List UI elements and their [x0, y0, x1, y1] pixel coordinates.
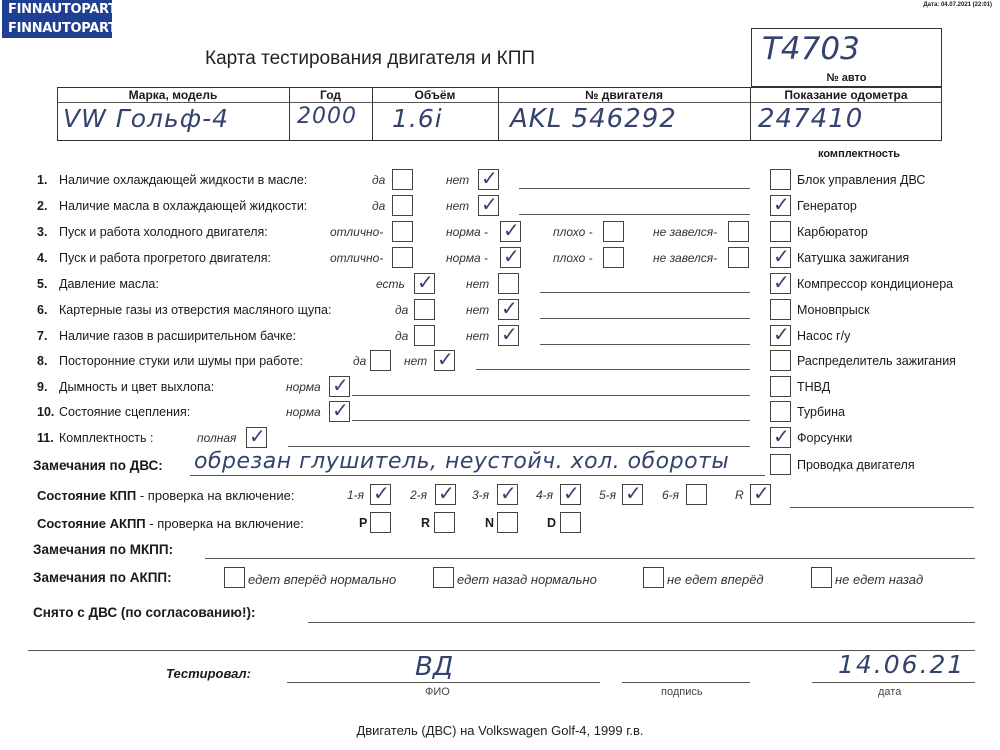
item-7-opt-0-label: да — [395, 329, 409, 343]
komplekt-checkbox-9[interactable] — [770, 401, 791, 422]
komplekt-title: комплектность — [818, 148, 901, 160]
item-4-opt-2-label: плохо - — [553, 251, 593, 265]
item-num-9: 9. — [37, 380, 48, 394]
komplekt-label-0: Блок управления ДВС — [797, 173, 926, 187]
remarks-dvs-value: обрезан глушитель, неустойч. хол. обороты — [194, 449, 730, 474]
remarks-mkpp-label: Замечания по МКПП: — [33, 542, 174, 557]
item-num-8: 8. — [37, 354, 48, 368]
item-num-5: 5. — [37, 277, 48, 291]
print-date: Дата: 04.07.2021 (22:01) — [923, 2, 992, 8]
item-num-2: 2. — [37, 199, 48, 213]
akpp-gear-checkbox-0[interactable] — [370, 512, 391, 533]
akpp-label: Состояние АКПП — [37, 516, 146, 531]
item-11-opt-0-label: полная — [197, 431, 237, 445]
item-3-opt-2-label: плохо - — [553, 225, 593, 239]
komplekt-checkbox-0[interactable] — [770, 169, 791, 190]
item-1-opt-0-checkbox[interactable] — [392, 169, 413, 190]
item-label-5: Давление масла: — [59, 277, 159, 291]
akpp-row — [37, 516, 304, 531]
auto-number-label: № авто — [826, 72, 867, 84]
item-num-6: 6. — [37, 303, 48, 317]
kpp-gear-checkbox-5[interactable] — [686, 484, 707, 505]
kpp-gear-checkbox-1[interactable] — [435, 481, 456, 505]
item-3-opt-3-checkbox[interactable] — [728, 221, 749, 242]
item-3-opt-1-checkbox[interactable] — [500, 218, 521, 242]
auto-number-box — [751, 28, 942, 87]
item-4-opt-3-checkbox[interactable] — [728, 247, 749, 268]
kpp-gear-checkbox-4[interactable] — [622, 481, 643, 505]
item-8-opt-0-checkbox[interactable] — [370, 350, 391, 371]
kpp-row — [37, 488, 294, 503]
item-6-opt-1-label: нет — [466, 303, 490, 317]
komplekt-label-3: Катушка зажигания — [797, 251, 910, 265]
check-mark-icon: ✓ — [437, 347, 454, 371]
header-value-2: 1.6i — [392, 104, 443, 133]
kpp-gear-checkbox-3[interactable] — [560, 481, 581, 505]
komplekt-label-9: Турбина — [797, 405, 845, 419]
check-mark-icon: ✓ — [373, 481, 390, 505]
item-6-opt-0-label: да — [395, 303, 409, 317]
date-value: 14.06.21 — [838, 650, 966, 679]
remarks-dvs-label: Замечания по ДВС: — [33, 458, 163, 473]
fio-value: ВД — [415, 652, 454, 682]
item-label-8: Посторонние стуки или шумы при работе: — [59, 354, 303, 368]
brand-line-2: FINNAUTOPARTS — [8, 21, 126, 36]
auto-number-value: Т4703 — [762, 31, 860, 67]
komplekt-label-4: Компрессор кондиционера — [797, 277, 954, 291]
header-col-4: Показание одометра — [784, 88, 908, 102]
akpp-suffix: - проверка на включение: — [145, 516, 304, 531]
item-8-opt-0-label: да — [353, 354, 367, 368]
item-num-10: 10. — [37, 405, 55, 419]
komplekt-label-5: Моновпрыск — [797, 303, 870, 317]
item-10-opt-0-checkbox[interactable] — [329, 398, 350, 422]
item-num-1: 1. — [37, 173, 48, 187]
header-col-1: Год — [320, 88, 341, 102]
item-4-opt-2-checkbox[interactable] — [603, 247, 624, 268]
komplekt-checkbox-6[interactable] — [770, 322, 791, 346]
item-1-opt-1-checkbox[interactable] — [478, 166, 499, 190]
caption: Двигатель (ДВС) на Volkswagen Golf-4, 1999 г.в. — [356, 723, 644, 738]
item-4-opt-1-checkbox[interactable] — [500, 244, 521, 268]
header-col-0: Марка, модель — [128, 88, 218, 102]
date-label: дата — [878, 686, 902, 698]
header-col-3: № двигателя — [585, 88, 663, 102]
komplekt-label-10: Форсунки — [797, 431, 853, 445]
komplekt-checkbox-5[interactable] — [770, 299, 791, 320]
item-label-9: Дымность и цвет выхлопа: — [59, 380, 215, 394]
akpp-remark-label-3: не едет назад — [835, 572, 924, 587]
komplekt-checkbox-7[interactable] — [770, 350, 791, 371]
item-2-opt-1-label: нет — [446, 199, 470, 213]
item-8-opt-1-label: нет — [404, 354, 428, 368]
sign-label: подпись — [661, 686, 703, 698]
check-mark-icon: ✓ — [332, 373, 349, 397]
item-7-opt-1-checkbox[interactable] — [498, 322, 519, 346]
komplekt-checkbox-4[interactable] — [770, 270, 791, 294]
komplekt-label-7: Распределитель зажигания — [797, 354, 956, 368]
akpp-remark-checkbox-2[interactable] — [643, 567, 664, 588]
fio-label: ФИО — [425, 686, 450, 698]
akpp-remark-label-1: едет назад нормально — [457, 572, 597, 587]
kpp-gear-label-3: 4-я — [536, 488, 554, 502]
akpp-gear-checkbox-3[interactable] — [560, 512, 581, 533]
kpp-gear-label-4: 5-я — [599, 488, 617, 502]
check-mark-icon: ✓ — [501, 296, 518, 320]
item-4-opt-1-label: норма - — [446, 251, 489, 265]
item-5-opt-0-label: есть — [376, 277, 405, 291]
check-mark-icon: ✓ — [753, 481, 770, 505]
komplekt-label-1: Генератор — [797, 199, 857, 213]
akpp-remark-checkbox-1[interactable] — [433, 567, 454, 588]
item-label-3: Пуск и работа холодного двигателя: — [59, 225, 268, 239]
item-3-opt-1-label: норма - — [446, 225, 489, 239]
check-mark-icon: ✓ — [773, 270, 790, 294]
item-5-opt-0-checkbox[interactable] — [414, 270, 435, 294]
komplekt-checkbox-3[interactable] — [770, 244, 791, 268]
item-label-10: Состояние сцепления: — [59, 405, 191, 419]
kpp-gear-label-0: 1-я — [347, 488, 365, 502]
check-mark-icon: ✓ — [481, 166, 498, 190]
item-6-opt-1-checkbox[interactable] — [498, 296, 519, 320]
check-mark-icon: ✓ — [332, 398, 349, 422]
akpp-gear-checkbox-2[interactable] — [497, 512, 518, 533]
page-title: Карта тестирования двигателя и КПП — [205, 48, 536, 69]
header-col-2: Объём — [414, 88, 456, 102]
komplekt-checkbox-11[interactable] — [770, 454, 791, 475]
item-4-opt-3-label: не завелся- — [653, 251, 718, 265]
item-10-opt-0-label: норма — [286, 405, 321, 419]
item-5-opt-1-checkbox[interactable] — [498, 273, 519, 294]
item-num-11: 11. — [37, 431, 54, 445]
item-label-2: Наличие масла в охлаждающей жидкости: — [59, 199, 308, 213]
check-mark-icon: ✓ — [249, 424, 266, 448]
kpp-gear-label-6: R — [735, 488, 744, 502]
item-11-opt-0-checkbox[interactable] — [246, 424, 267, 448]
check-mark-icon: ✓ — [500, 481, 517, 505]
item-2-opt-0-label: да — [372, 199, 386, 213]
tested-label: Тестировал: — [166, 666, 251, 681]
kpp-gear-checkbox-2[interactable] — [497, 481, 518, 505]
item-5-opt-1-label: нет — [466, 277, 490, 291]
kpp-suffix: - проверка на включение: — [136, 488, 295, 503]
komplekt-checkbox-1[interactable] — [770, 192, 791, 216]
check-mark-icon: ✓ — [438, 481, 455, 505]
komplekt-label-2: Карбюратор — [797, 225, 868, 239]
item-num-4: 4. — [37, 251, 48, 265]
kpp-gear-label-1: 2-я — [410, 488, 428, 502]
removed-label: Снято с ДВС (по согласованию!): — [33, 605, 256, 620]
kpp-gear-checkbox-0[interactable] — [370, 481, 391, 505]
kpp-gear-label-5: 6-я — [662, 488, 680, 502]
header-value-3: AKL 546292 — [510, 104, 677, 134]
akpp-remark-checkbox-3[interactable] — [811, 567, 832, 588]
item-num-3: 3. — [37, 225, 48, 239]
komplekt-checkbox-8[interactable] — [770, 376, 791, 397]
item-3-opt-3-label: не завелся- — [653, 225, 718, 239]
akpp-gear-label-0: P — [359, 516, 368, 530]
item-7-opt-1-label: нет — [466, 329, 490, 343]
brand-logo — [2, 0, 126, 38]
check-mark-icon: ✓ — [417, 270, 434, 294]
item-6-opt-0-checkbox[interactable] — [414, 299, 435, 320]
komplekt-label-6: Насос г/у — [797, 329, 851, 343]
item-9-opt-0-checkbox[interactable] — [329, 373, 350, 397]
item-label-7: Наличие газов в расширительном бачке: — [59, 329, 297, 343]
item-1-opt-1-label: нет — [446, 173, 470, 187]
komplekt-checkbox-2[interactable] — [770, 221, 791, 242]
item-7-opt-0-checkbox[interactable] — [414, 325, 435, 346]
check-mark-icon: ✓ — [481, 192, 498, 216]
kpp-label: Состояние КПП — [37, 488, 137, 503]
item-2-opt-0-checkbox[interactable] — [392, 195, 413, 216]
item-3-opt-2-checkbox[interactable] — [603, 221, 624, 242]
item-8-opt-1-checkbox[interactable] — [434, 347, 455, 371]
kpp-gear-label-2: 3-я — [472, 488, 490, 502]
item-9-opt-0-label: норма — [286, 380, 321, 394]
item-num-7: 7. — [37, 329, 48, 343]
check-mark-icon: ✓ — [625, 481, 642, 505]
akpp-remark-checkbox-0[interactable] — [224, 567, 245, 588]
check-mark-icon: ✓ — [563, 481, 580, 505]
check-mark-icon: ✓ — [773, 192, 790, 216]
item-2-opt-1-checkbox[interactable] — [478, 192, 499, 216]
item-label-11: Комплектность : — [59, 431, 154, 445]
item-4-opt-0-checkbox[interactable] — [392, 247, 413, 268]
item-3-opt-0-label: отлично- — [330, 225, 384, 239]
check-mark-icon: ✓ — [773, 244, 790, 268]
header-value-0: VW Гольф-4 — [63, 104, 230, 133]
komplekt-checkbox-10[interactable] — [770, 424, 791, 448]
akpp-gear-label-2: N — [485, 516, 495, 530]
brand-line-1: FINNAUTOPARTS — [8, 2, 126, 17]
check-mark-icon: ✓ — [773, 424, 790, 448]
item-label-4: Пуск и работа прогретого двигателя: — [59, 251, 271, 265]
akpp-gear-checkbox-1[interactable] — [434, 512, 455, 533]
check-mark-icon: ✓ — [501, 322, 518, 346]
check-mark-icon: ✓ — [503, 218, 520, 242]
item-label-6: Картерные газы из отверстия масляного щупа: — [59, 303, 332, 317]
item-1-opt-0-label: да — [372, 173, 386, 187]
item-3-opt-0-checkbox[interactable] — [392, 221, 413, 242]
kpp-gear-checkbox-6[interactable] — [750, 481, 771, 505]
check-mark-icon: ✓ — [773, 322, 790, 346]
komplekt-label-8: ТНВД — [797, 380, 831, 394]
komplekt-label-11: Проводка двигателя — [797, 458, 915, 472]
check-mark-icon: ✓ — [503, 244, 520, 268]
header-value-1: 2000 — [297, 104, 357, 129]
remarks-akpp-label: Замечания по АКПП: — [33, 570, 172, 585]
item-label-1: Наличие охлаждающей жидкости в масле: — [59, 173, 308, 187]
akpp-gear-label-3: D — [547, 516, 557, 530]
akpp-remark-label-2: не едет вперёд — [667, 572, 764, 587]
header-value-4: 247410 — [758, 104, 864, 134]
akpp-remark-label-0: едет вперёд нормально — [248, 572, 397, 587]
akpp-gear-label-1: R — [421, 516, 431, 530]
item-4-opt-0-label: отлично- — [330, 251, 384, 265]
